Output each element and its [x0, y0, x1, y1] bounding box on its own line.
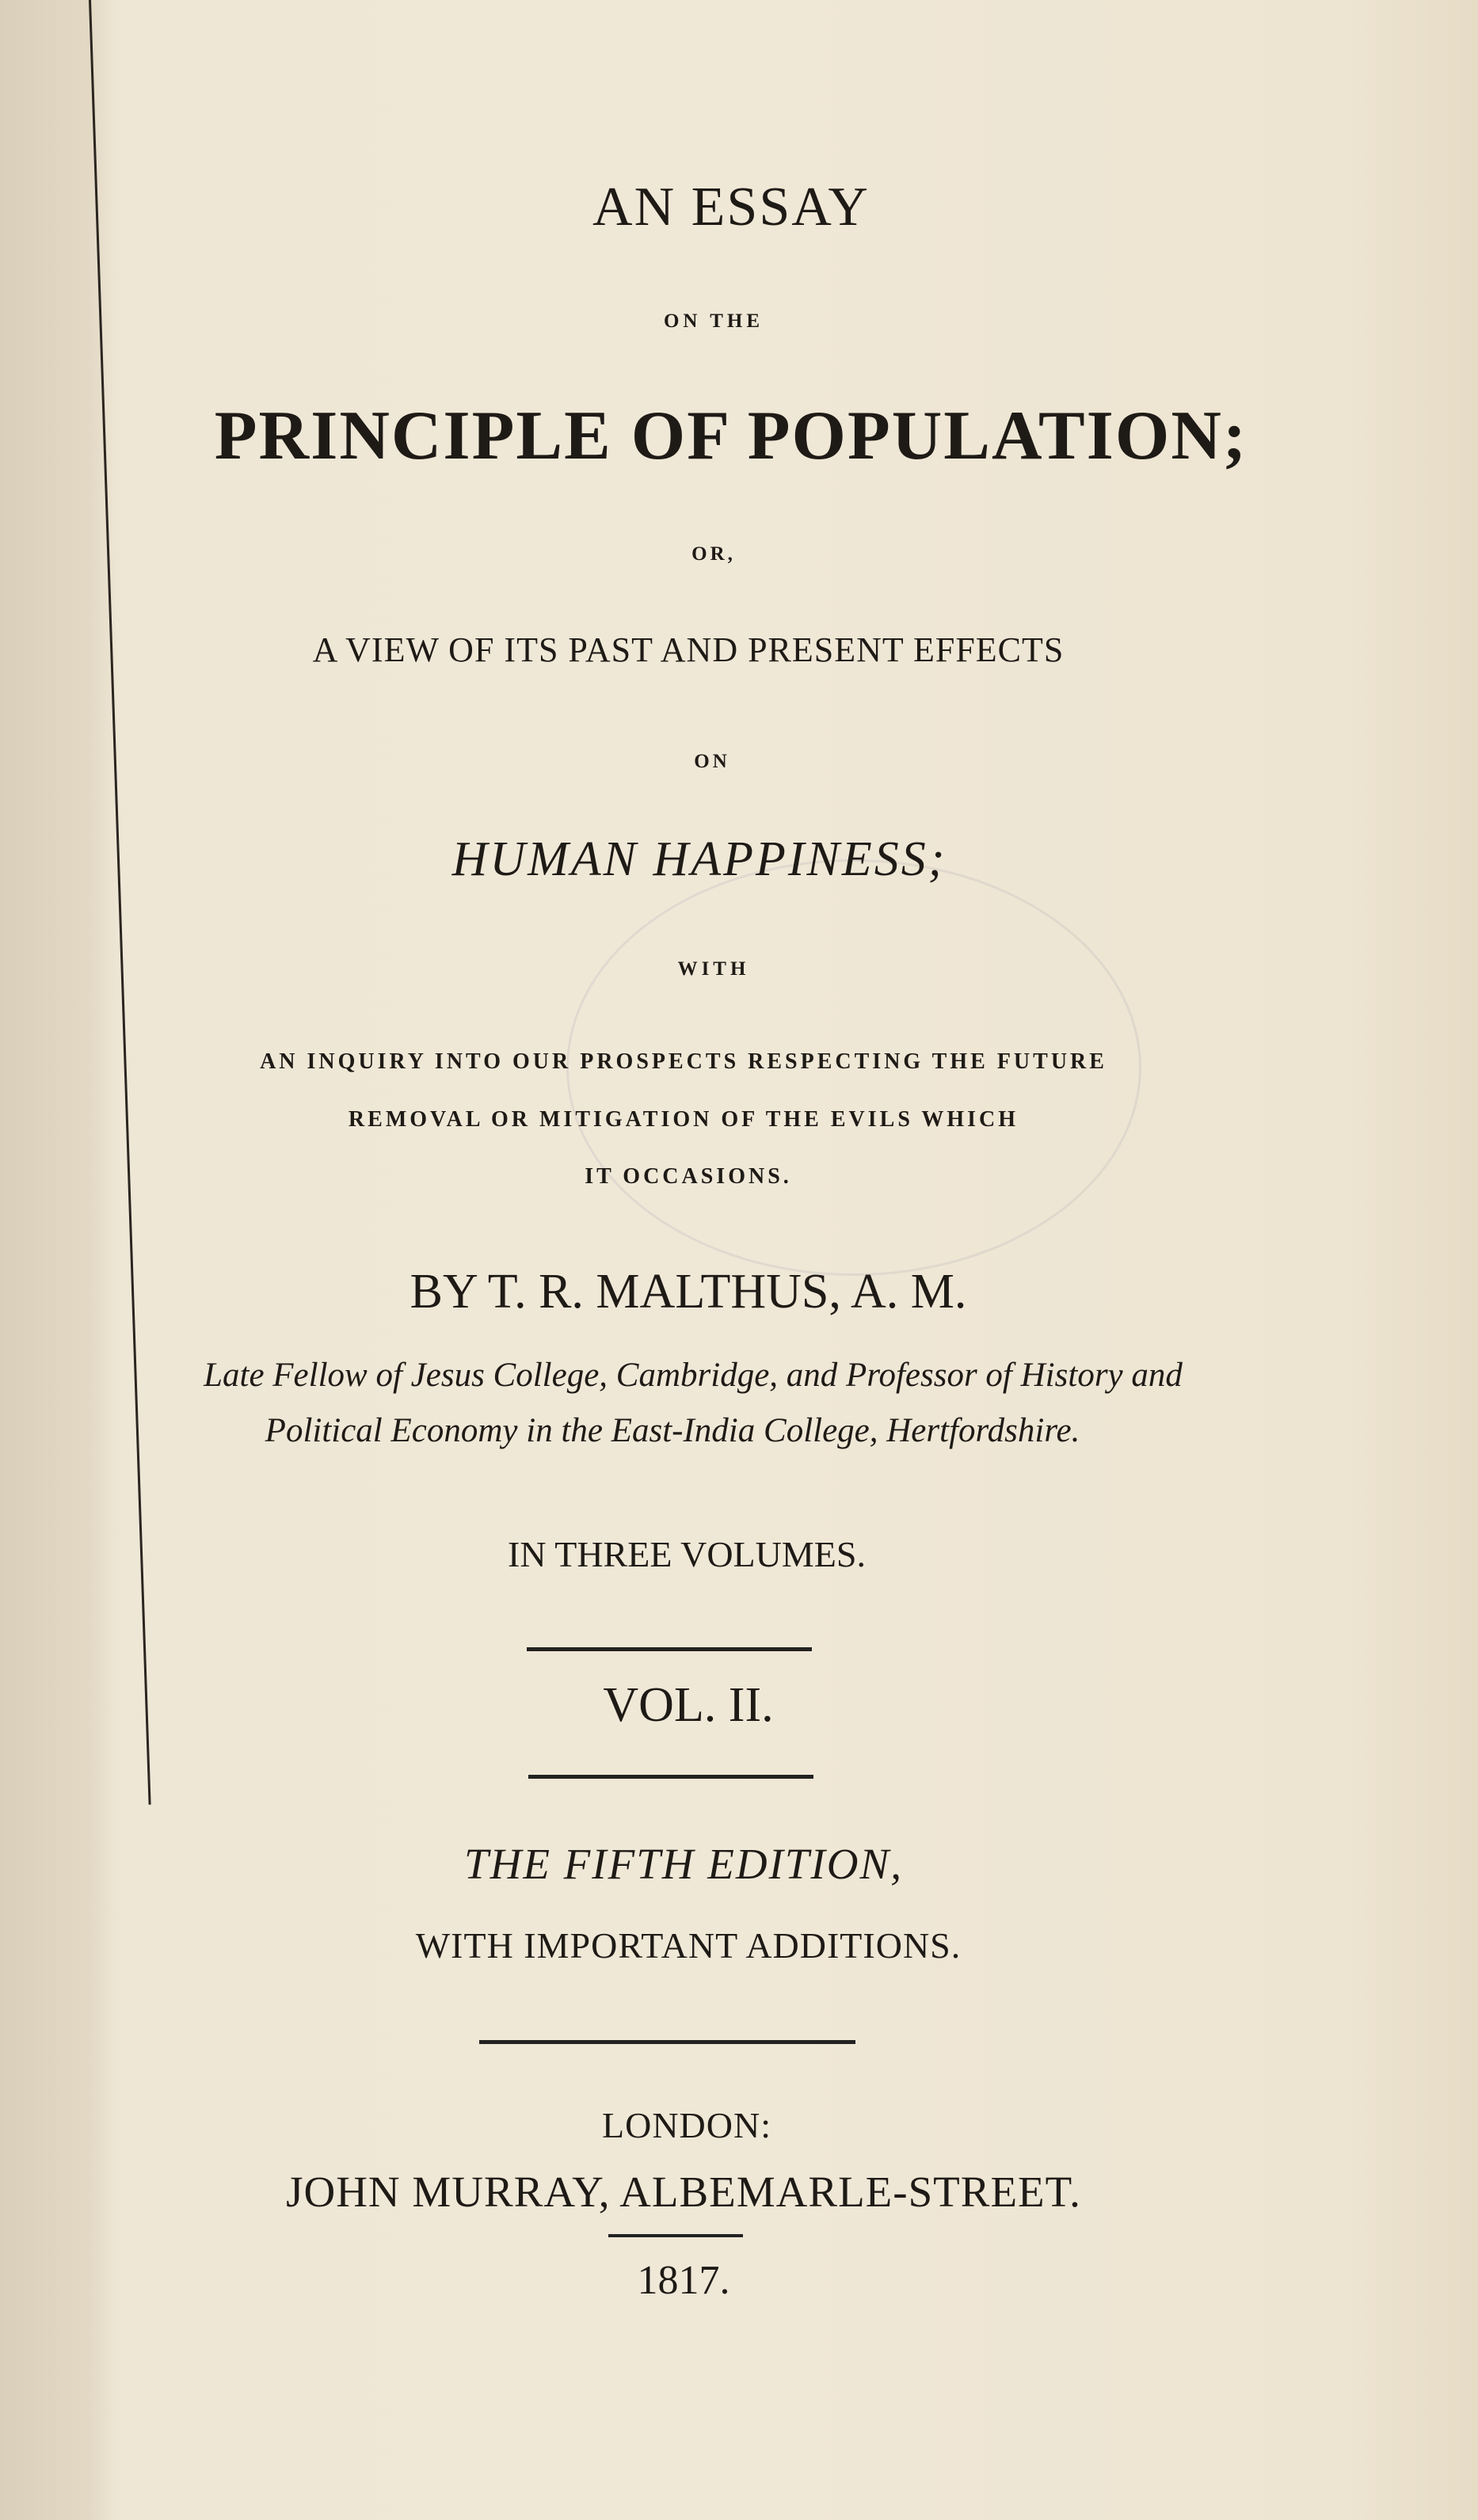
additions-line: WITH IMPORTANT ADDITIONS.: [415, 1925, 962, 1966]
with-label: WITH: [677, 958, 750, 980]
credentials-line-2: Political Economy in the East-India College, Hertfordshire.: [265, 1412, 1080, 1449]
volume-number: VOL. II.: [603, 1678, 774, 1732]
volumes-line: IN THREE VOLUMES.: [508, 1534, 866, 1574]
rule-above-imprint: [479, 2040, 855, 2044]
credentials-line-1: Late Fellow of Jesus College, Cambridge, and Professor of History and: [204, 1357, 1183, 1394]
happiness-line: HUMAN HAPPINESS;: [451, 832, 947, 886]
author-line: BY T. R. MALTHUS, A. M.: [409, 1265, 967, 1319]
view-line: A VIEW OF ITS PAST AND PRESENT EFFECTS: [312, 630, 1065, 669]
or-label: OR,: [691, 543, 736, 565]
rule-above-volume: [527, 1647, 812, 1651]
inquiry-line-2: REMOVAL OR MITIGATION OF THE EVILS WHICH: [348, 1107, 1019, 1132]
on-the-label: ON THE: [663, 310, 764, 332]
imprint-year: 1817.: [637, 2258, 730, 2303]
inquiry-line-1: AN INQUIRY INTO OUR PROSPECTS RESPECTING THE FUTURE: [260, 1049, 1107, 1074]
inquiry-line-3: IT OCCASIONS.: [585, 1164, 792, 1189]
main-title: PRINCIPLE OF POPULATION;: [214, 398, 1248, 474]
rule-below-volume: [528, 1775, 813, 1779]
essay-heading: AN ESSAY: [592, 177, 870, 238]
imprint-publisher: JOHN MURRAY, ALBEMARLE-STREET.: [286, 2168, 1081, 2216]
imprint-place: LONDON:: [602, 2105, 771, 2145]
edition-line: THE FIFTH EDITION,: [464, 1840, 903, 1888]
on-label: ON: [694, 751, 730, 772]
rule-above-year: [608, 2234, 743, 2237]
